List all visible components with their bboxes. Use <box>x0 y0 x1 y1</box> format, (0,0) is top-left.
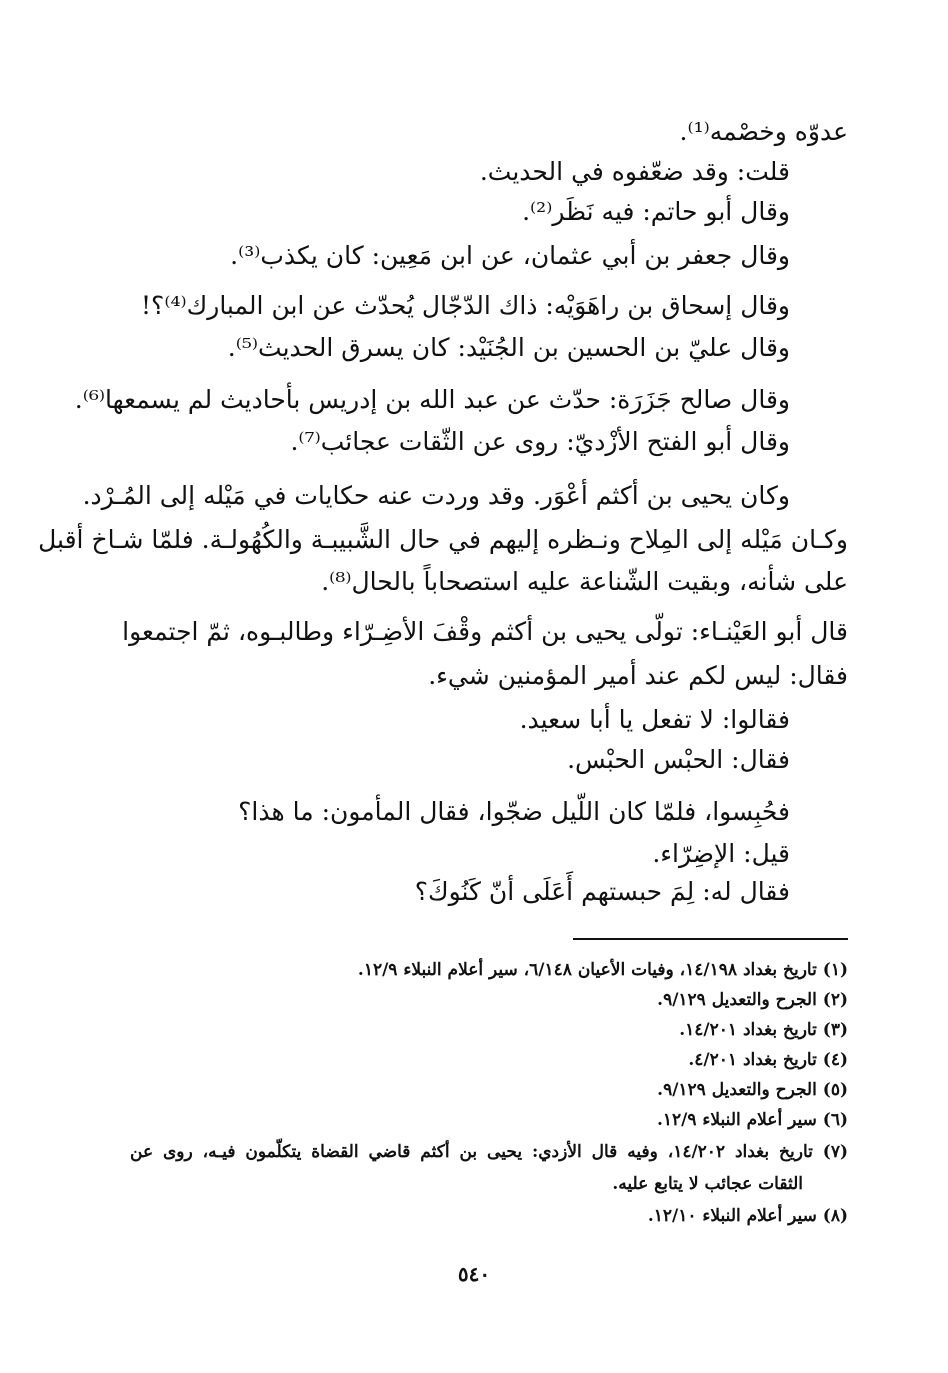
text-line: فقال له: لِمَ حبستهم أَعَلَى أنّ كَنُوكَ؟ <box>414 877 790 906</box>
footnote: (١) تاريخ بغداد ١٤/١٩٨، وفيات الأعيان ٦/١٤٨، سير أعلام النبلاء ١٢/٩. <box>357 960 848 980</box>
text-line: قلت: وقد ضعّفوه في الحديث. <box>479 157 790 186</box>
text-line: وقال أبو الفتح الأزْديّ: روى عن الثّقات عجائب⁽⁷⁾. <box>290 427 790 456</box>
footnote: (٨) سير أعلام النبلاء ١٢/١٠. <box>647 1206 848 1226</box>
footnote: (٥) الجرح والتعديل ٩/١٢٩. <box>657 1080 848 1100</box>
text-line: فقالوا: لا تفعل يا أبا سعيد. <box>519 705 790 734</box>
text-line: عدوّه وخصْمه⁽¹⁾. <box>679 117 848 146</box>
footnote: (٧) تاريخ بغداد ١٤/٢٠٢، وفيه قال الأزدي: يحيى بن أكثم قاضي القضاة يتكلّمون فيـه، روى عن <box>130 1142 848 1162</box>
footnote-continuation: الثقات عجائب لا يتابع عليه. <box>612 1174 803 1194</box>
text-line: وكـان مَيْله إلى المِلاح ونـظره إليهم في حال الشَّبيبـة والكُهُولـة. فلمّا شـاخ أقبل <box>38 525 848 554</box>
text-line: وكان يحيى بن أكثم أعْوَر. وقد وردت عنه حكايات في مَيْله إلى المُـرْد. <box>82 481 790 510</box>
footnote-separator <box>573 938 848 940</box>
text-line: فقال: الحبْس الحبْس. <box>567 745 790 774</box>
text-line: وقال أبو حاتم: فيه نَظَر⁽²⁾. <box>522 197 790 226</box>
text-line: وقال عليّ بن الحسين بن الجُنَيْد: كان يسرق الحديث⁽⁵⁾. <box>227 333 790 362</box>
text-line: فقال: ليس لكم عند أمير المؤمنين شيء. <box>428 661 848 690</box>
footnote: (٢) الجرح والتعديل ٩/١٢٩. <box>657 990 848 1010</box>
footnote: (٤) تاريخ بغداد ٤/٢٠١. <box>688 1050 848 1070</box>
text-line: فحُبِسوا، فلمّا كان اللّيل ضجّوا، فقال المأمون: ما هذا؟ <box>238 797 790 826</box>
footnote: (٦) سير أعلام النبلاء ١٢/٩. <box>656 1110 848 1130</box>
text-line: وقال صالح جَزَرَة: حدّث عن عبد الله بن إدريس بأحاديث لم يسمعها⁽⁶⁾. <box>74 385 790 414</box>
text-line: وقال إسحاق بن راهَوَيْه: ذاك الدّجّال يُحدّث عن ابن المبارك⁽⁴⁾؟! <box>141 291 790 320</box>
footnote: (٣) تاريخ بغداد ١٤/٢٠١. <box>679 1020 848 1040</box>
text-line: قيل: الإضِرّاء. <box>652 839 790 868</box>
text-line: قال أبو العَيْنـاء: تولّى يحيى بن أكثم وقْفَ الأضِـرّاء وطالبـوه، ثمّ اجتمعوا <box>122 617 848 646</box>
text-line: على شأنه، وبقيت الشّناعة عليه استصحاباً بالحال⁽⁸⁾. <box>321 567 848 596</box>
text-line: وقال جعفر بن أبي عثمان، عن ابن مَعِين: كان يكذب⁽³⁾. <box>230 241 790 270</box>
page-number: ٥٤٠ <box>457 1262 491 1286</box>
